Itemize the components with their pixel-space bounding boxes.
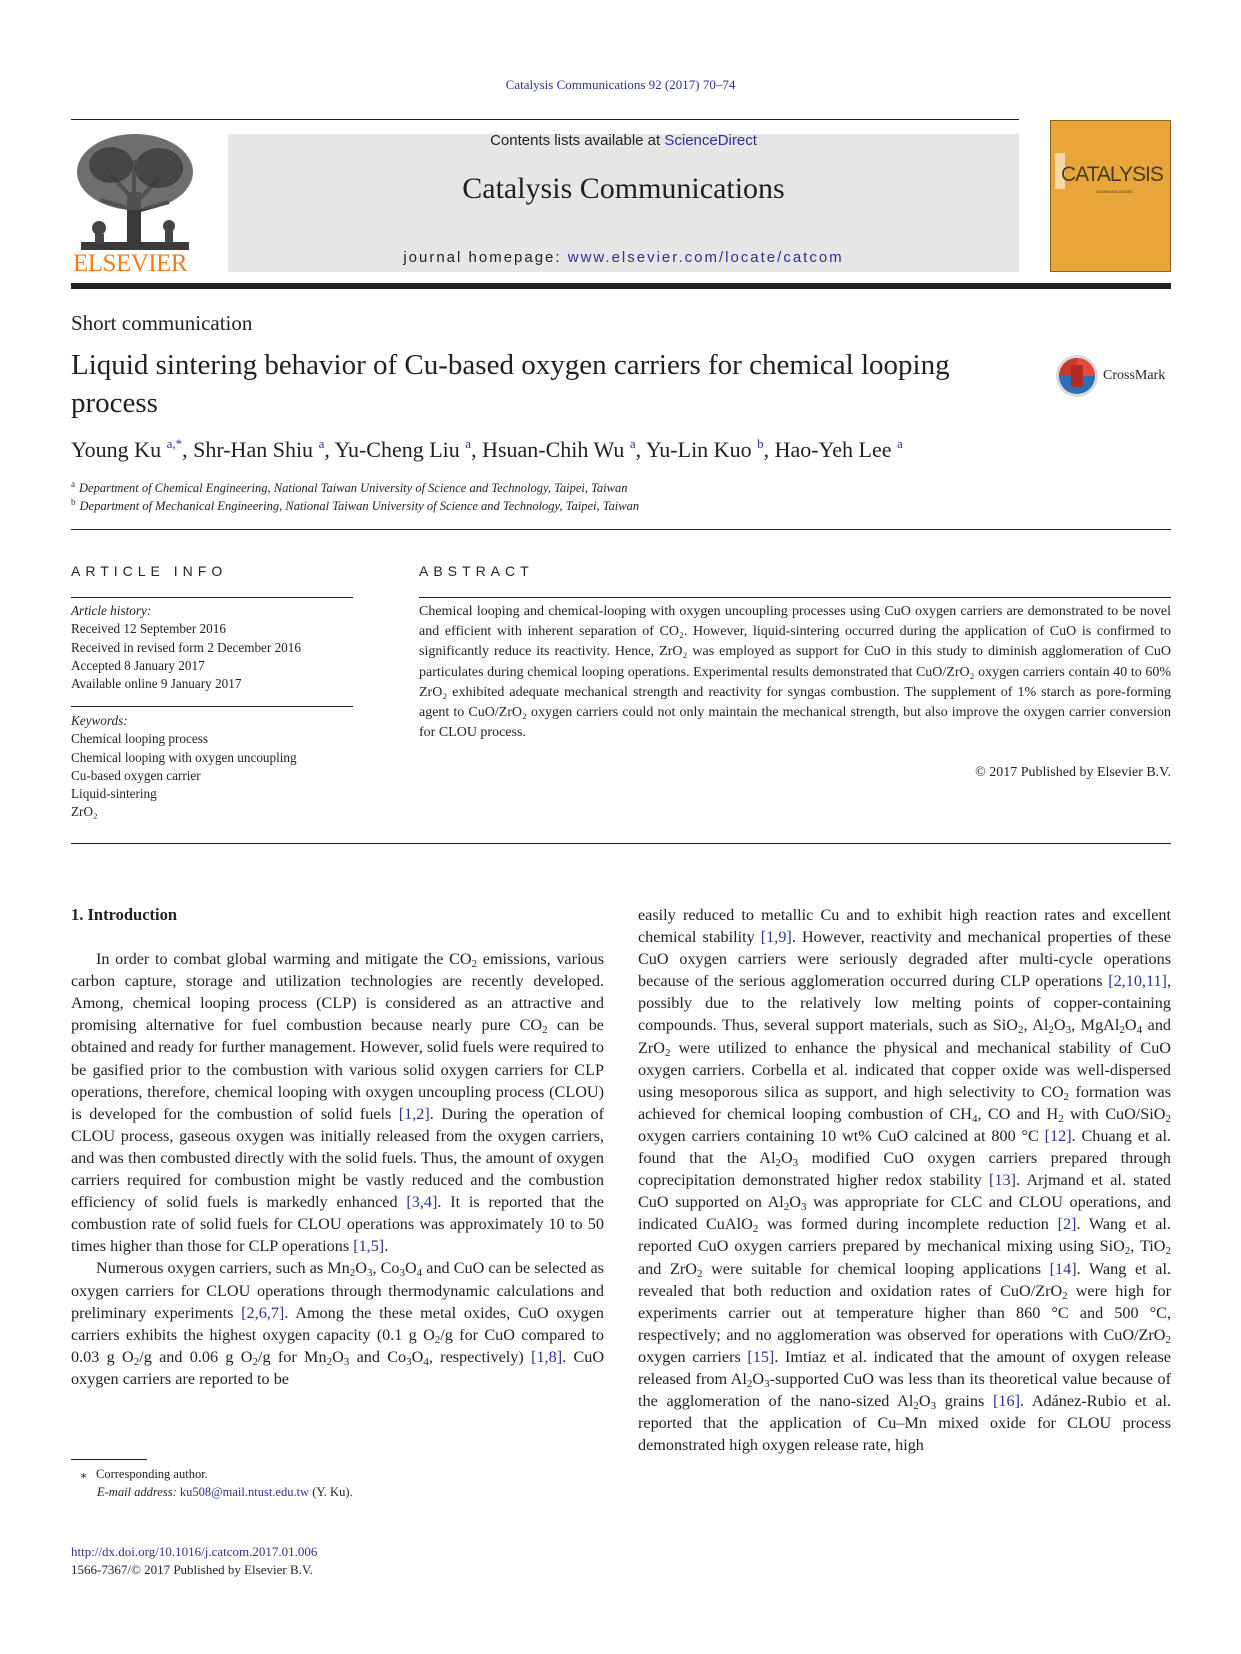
divider (71, 706, 353, 707)
author-affiliation-mark[interactable]: a,* (166, 436, 183, 451)
reference-link[interactable]: [2] (1057, 1215, 1077, 1234)
author-name: Yu-Cheng Liu (334, 437, 460, 462)
author-list: Young Ku $^{a,*}$, Shr-Han Shiu $^a$, Yu-Cheng Liu $^a$, Hsuan-Chih Wu $^a$, Yu-Lin Kuo $^b$, Hao-Yeh Lee $^a$ (71, 436, 903, 462)
history-label: Article history: (71, 603, 152, 618)
crossmark-label[interactable]: CrossMark (1103, 368, 1166, 383)
reference-link[interactable]: [1,5] (353, 1237, 385, 1256)
keyword: Chemical looping process (71, 731, 208, 747)
reference-link[interactable]: [1,8] (531, 1347, 563, 1366)
keyword: Liquid-sintering (71, 786, 157, 802)
email-note: E-mail address: ku508@mail.ntust.edu.tw (Y. Ku). (97, 1485, 353, 1499)
section-heading: 1. Introduction (71, 905, 178, 924)
author-affiliation-mark[interactable]: a (318, 436, 325, 451)
journal-citation[interactable]: Catalysis Communications 92 (2017) 70–74 (505, 77, 736, 92)
reference-link[interactable]: [15] (747, 1347, 775, 1366)
reference-link[interactable]: [1,2] (398, 1104, 430, 1123)
reference-link[interactable]: [13] (989, 1171, 1017, 1190)
article-history (71, 602, 301, 693)
author-affiliation-mark[interactable]: a (465, 436, 472, 451)
keywords-label: Keywords: (71, 713, 128, 728)
header-rule (71, 119, 1019, 120)
body-paragraph: easily reduced to metallic Cu and to exhibit high reaction rates and excellent chemical stability [1,9]. However, reactivity and mechanical properties of these CuO oxygen carriers were seriously degraded after multi-cycle operations because of the serious agglomeration occurred during CLP operations [2,10,11], possibly due to the relatively low melting points of copper-containing compounds. Thus, several support materials, such as SiO$_2$, $Al_2O_3$, $MgAl_2O_4$ and ZrO$_2$ were utilized to enhance the physical and mechanical stability of CuO oxygen carriers. Corbella et al. indicated that copper oxide was well-dispersed using mesoporous silica as support, and high selectivity to $CO_2$ formation was achieved for chemical looping combustion of $CH_4$, CO and $H_2$ with CuO/SiO$_2$ oxygen carriers containing 10 wt% CuO calcined at 800 °C [12]. Chuang et al. found that the $Al_2O_3$ modified CuO oxygen carriers prepared through coprecipitation demonstrated higher redox stability [13]. Arjmand et al. stated CuO supported on $Al_2O_3$ was appropriate for CLC and CLOU operations, and indicated CuAlO$_2$ was formed during incomplete reduction [2]. Wang et al. reported CuO oxygen carriers prepared by mechanical mixing using SiO$_2$, TiO$_2$ and ZrO$_2$ were suitable for chemical looping applications [14]. Wang et al. revealed that both reduction and oxidation rates of CuO/ZrO$_2$ were high for experiments carrier out at temperature higher than 860 °C and 500 °C, respectively; and no agglomeration was observed for operations with CuO/ZrO$_2$ oxygen carriers [15]. Imtiaz et al. indicated that the amount of oxygen release released from $Al_2O_3$-supported CuO was less than its theoretical value because of the agglomeration of the nano-sized $Al_2O_3$ grains [16]. Adánez-Rubio et al. reported that the application of Cu–Mn mixed oxide for CLOU process demonstrated high oxygen release rate, high (638, 906, 1172, 1455)
homepage-line: journal homepage: www.elsevier.com/locate/catcom (403, 249, 844, 266)
abstract-copyright: © 2017 Published by Elsevier B.V. (975, 765, 1171, 780)
journal-banner (228, 134, 1019, 272)
contents-line: Contents lists available at ScienceDirect (490, 132, 757, 149)
affiliation: $^b$ Department of Mechanical Engineering, National Taiwan University of Science and Technology, Taipei, Taiwan (71, 497, 640, 513)
footnote-rule (71, 1459, 147, 1460)
reference-link[interactable]: [1,9] (760, 928, 792, 947)
reference-link[interactable]: [2,10,11] (1108, 972, 1167, 991)
homepage-link[interactable]: www.elsevier.com/locate/catcom (567, 249, 844, 266)
reference-link[interactable]: [2,6,7] (241, 1303, 285, 1322)
abstract-text: Chemical looping and chemical-looping with oxygen uncoupling processes using CuO oxygen carriers are demonstrated to be novel and efficient with inherent separation of CO₂. However, liquid-sintering occurred during the application of CuO is confirmed to significantly reduce its reactivity. Hence, ZrO₂ was employed as support for CuO in this study to diminish agglomeration of CuO particulates during chemical looping operations. Experimental results demonstrated that CuO/ZrO₂ oxygen carriers contain 40 to 60% ZrO₂ exhibited adequate mechanical strength and reactivity for syngas combustion. The supplement of 1% starch as pore-forming agent to CuO/ZrO₂ oxygen carriers could not only maintain the mechanical strength, but also improve the oxygen carrier conversion for CLOU process. (419, 604, 1171, 741)
section-type: Short communication (71, 311, 253, 335)
history-item: Received in revised form 2 December 2016 (71, 639, 301, 655)
cover-subtitle: COMMUNICATIONS (1096, 189, 1134, 194)
history-item: Received 12 September 2016 (71, 621, 226, 637)
article-info-heading: ARTICLE INFO (71, 563, 228, 579)
issn-line: 1566-7367/© 2017 Published by Elsevier B.V. (71, 1562, 313, 1577)
keyword: Cu-based oxygen carrier (71, 767, 201, 783)
divider (419, 597, 1171, 598)
author-name: Yu-Lin Kuo (645, 437, 752, 462)
author-name: Shr-Han Shiu (193, 437, 314, 462)
article-title: Liquid sintering behavior of Cu-based oxygen carriers for chemical looping process (71, 349, 950, 419)
keywords (71, 712, 297, 822)
corresponding-author-note: ⁎ Corresponding author. (80, 1467, 208, 1481)
keyword: Chemical looping with oxygen uncoupling (71, 749, 297, 765)
author-affiliation-mark[interactable]: b (757, 436, 764, 451)
elsevier-wordmark: ELSEVIER (73, 250, 188, 277)
email-link[interactable]: ku508@mail.ntust.edu.tw (179, 1485, 310, 1499)
body-paragraph: In order to combat global warming and mitigate the $CO_2$ emissions, various carbon capture, storage and utilization technologies are recently developed. Among, chemical looping process (CLP) is considered as an attractive and promising alternative for fuel combustion because nearly pure $CO_2$ can be obtained and ready for further management. However, solid fuels were required to be gasified prior to the combustion with various solid oxygen carriers for CLP operations, therefore, chemical looping with oxygen uncoupling process (CLOU) is developed for the combustion of solid fuels [1,2]. During the operation of CLOU process, gaseous oxygen was initially released from the oxygen carriers, and was then combusted directly with the solid fuels. Thus, the amount of oxygen carriers required for combustion might be vastly reduced and the combustion efficiency of solid fuels is markedly enhanced [3,4]. It is reported that the combustion rate of solid fuels for CLOU operations was approximately 10 to 50 times higher than those for CLP operations [1,5]. (71, 950, 604, 1256)
divider (71, 597, 353, 598)
sciencedirect-link[interactable]: ScienceDirect (664, 132, 757, 149)
body-column-right (638, 904, 1171, 1456)
author-affiliation-mark[interactable]: a (896, 436, 903, 451)
author-name: Hsuan-Chih Wu (482, 437, 625, 462)
cover-title: CATALYSIS (1061, 163, 1163, 186)
author-affiliation-mark[interactable]: a (629, 436, 636, 451)
elsevier-tree-logo (71, 130, 199, 270)
header-thick-rule (71, 283, 1171, 289)
crossmark-icon[interactable] (1055, 354, 1099, 398)
journal-title: Catalysis Communications (462, 172, 785, 205)
journal-cover[interactable] (1050, 120, 1171, 272)
author-name: Young Ku (71, 437, 162, 462)
abstract-heading: ABSTRACT (419, 563, 534, 579)
divider (71, 529, 1171, 530)
reference-link[interactable]: [12] (1044, 1126, 1072, 1145)
history-item: Available online 9 January 2017 (71, 676, 242, 692)
body-column-left (71, 904, 604, 1390)
keyword: ZrO₂ (71, 804, 98, 820)
reference-link[interactable]: [3,4] (406, 1193, 438, 1212)
doi-link[interactable]: http://dx.doi.org/10.1016/j.catcom.2017.01.006 (71, 1544, 318, 1559)
reference-link[interactable]: [16] (993, 1392, 1020, 1411)
reference-link[interactable]: [14] (1049, 1259, 1077, 1278)
divider (71, 843, 1171, 844)
author-name: Hao-Yeh Lee (774, 437, 892, 462)
affiliation: $^a$ Department of Chemical Engineering, National Taiwan University of Science and Technology, Taipei, Taiwan (71, 479, 628, 495)
body-paragraph: Numerous oxygen carriers, such as $Mn_2O_3$, $Co_3O_4$ and CuO can be selected as oxygen carriers for CLOU operations through thermodynamic calculations and preliminary experiments [2,6,7]. Among the these metal oxides, CuO oxygen carriers exhibits the highest oxygen capacity (0.1 g $O_2/g$ for CuO compared to 0.03 g $O_2/g$ and 0.06 g $O_2/g$ for $Mn_2O_3$ and $Co_3O_4$, respectively) [1,8]. CuO oxygen carriers are reported to be (71, 1259, 605, 1388)
history-item: Accepted 8 January 2017 (71, 657, 205, 673)
